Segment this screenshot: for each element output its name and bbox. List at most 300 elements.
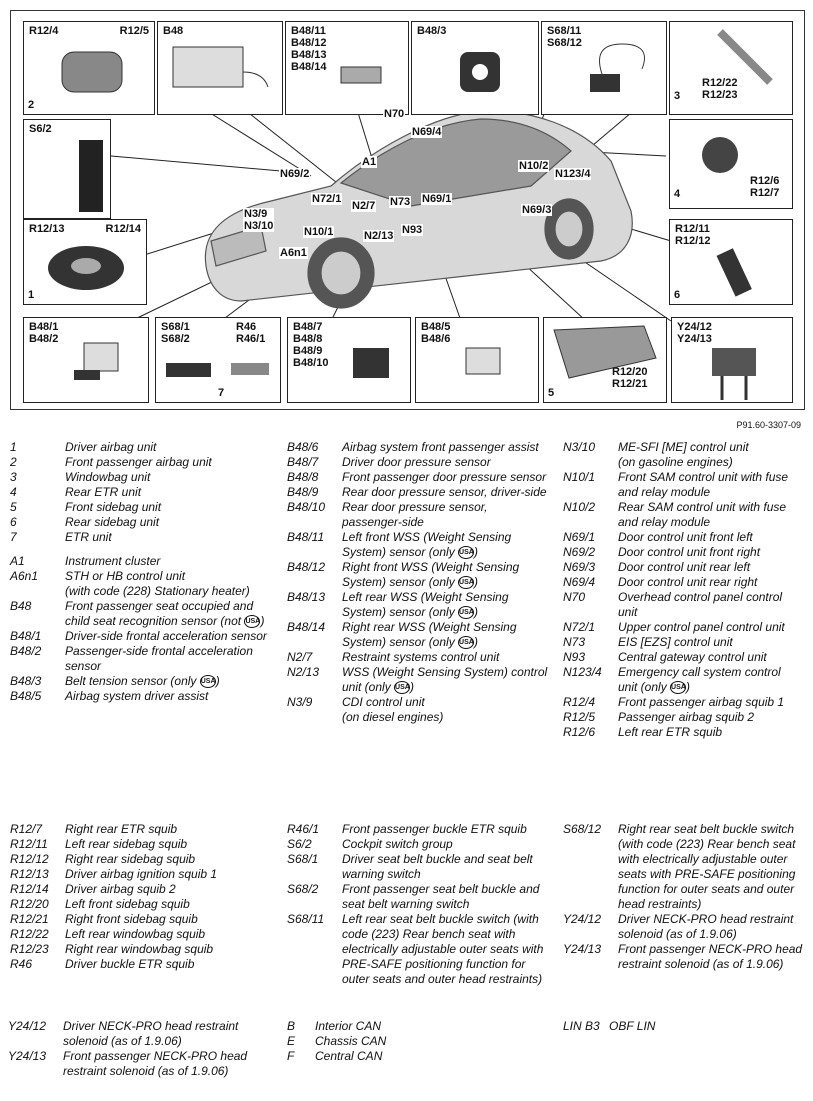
legend-text: Emergency call system control unit (only [618,665,781,694]
legend-entry [563,710,803,725]
callout-tag: N69/1 [422,193,452,205]
legend-text: STH or HB control unit [65,569,186,583]
legend-description [65,837,272,852]
usa-market-icon: USA [670,681,686,694]
legend-text: Left rear ETR squib [618,725,723,739]
legend-description [65,599,272,629]
legend-entry [563,590,803,620]
legend-code: B48/10 [287,500,326,514]
component-location-diagram [10,10,805,410]
box-label: S68/1 S68/2 [161,321,190,345]
legend-code: N69/4 [563,575,596,589]
legend-entry [10,822,272,837]
legend-entry [287,500,549,530]
legend-code: 7 [10,530,17,544]
legend-text: Driver airbag ignition squib 1 [65,867,218,881]
legend-entry [563,455,803,470]
legend-code: B48/6 [287,440,319,454]
box-number: 6 [674,289,681,301]
legend-description [65,882,272,897]
box-seat-occupancy-sensor [157,21,283,115]
legend-entry [563,822,803,912]
legend-entry [287,455,549,470]
legend-code: B48/8 [287,470,319,484]
legend-entry [287,530,549,560]
legend-description [65,515,272,530]
legend-text: Interior CAN [315,1019,382,1033]
callout-tag: N3/9 N3/10 [244,208,274,232]
legend-description [342,882,549,912]
legend-text: Driver NECK-PRO head restraint solenoid (as of 1.9.06) [63,1019,239,1048]
legend-code: B48/2 [10,644,42,658]
usa-market-icon: USA [458,576,474,589]
legend-entry [287,590,549,620]
legend-entry [10,455,272,470]
legend-entry [10,500,272,515]
legend-entry [563,942,803,972]
legend-text: Right rear WSS (Weight Sensing System) sensor (only [342,620,517,649]
legend-code: N69/1 [563,530,596,544]
legend-text: Rear SAM control unit with fuse and relay module [618,500,787,529]
legend-entry [563,440,803,455]
legend-entry [563,912,803,942]
usa-market-icon: USA [458,636,474,649]
box-label: B48/1 B48/2 [29,321,59,345]
legend-description [618,635,803,650]
legend-code [563,455,618,470]
legend-text: Upper control panel control unit [618,620,785,634]
legend-text-tail: ) [260,614,265,628]
legend-code: S68/1 [287,852,319,866]
legend-text-tail: ) [410,680,415,694]
legend-text: Front passenger buckle ETR squib [342,822,527,836]
legend-entry [287,650,549,665]
box-label: B48/11 B48/12 B48/13 B48/14 [291,25,327,73]
legend-description [618,575,803,590]
callout-tag: A1 [362,156,377,168]
legend-text: (with code (228) Stationary heater) [65,584,250,598]
usa-market-icon: USA [244,615,260,628]
box-front-sidebag-unit [543,317,667,403]
legend-description [342,837,549,852]
legend-entry [10,912,272,927]
legend-text: Left rear windowbag squib [65,927,206,941]
legend-code: B48/11 [287,530,325,544]
legend-code: LIN B3 [563,1019,600,1033]
box-airbag-assist [415,317,539,403]
legend-text: Front sidebag unit [65,500,162,514]
legend-entry [563,635,803,650]
legend-code: B48/12 [287,560,326,574]
legend-description [65,674,272,689]
legend-text: Front passenger seat belt buckle and seat belt warning switch [342,882,540,911]
legend-entry [10,485,272,500]
legend-description [65,440,272,455]
legend-entry [8,1049,270,1079]
legend-description [65,455,272,470]
legend-code: S68/2 [287,882,319,896]
box-label: S68/11 S68/12 [547,25,582,49]
box-driver-airbag [23,219,147,305]
legend-entry [10,515,272,530]
legend-code: S68/12 [563,822,602,836]
legend-description [618,650,803,665]
legend-entry [287,665,549,695]
box-label: R12/20 R12/21 [612,366,648,390]
legend-entry [563,695,803,710]
legend-text: Windowbag unit [65,470,151,484]
legend-code: B48/14 [287,620,326,634]
legend-code: R12/21 [10,912,49,926]
legend-code: A6n1 [10,569,39,583]
legend-entry [563,560,803,575]
legend-text: Restraint systems control unit [342,650,500,664]
legend-description [342,665,549,695]
legend-code: B48/9 [287,485,319,499]
legend-entry [563,1019,763,1034]
legend-code: R12/11 [10,837,48,851]
box-windowbag-unit [669,21,793,115]
legend-text: Instrument cluster [65,554,161,568]
legend-code: N93 [563,650,586,664]
legend-col9 [563,1019,763,1034]
box-number: 7 [218,387,225,399]
legend-entry [10,440,272,455]
legend-entry [563,500,803,530]
legend-text: (on diesel engines) [342,710,444,724]
legend-entry [287,837,549,852]
legend-description [342,852,549,882]
legend-description [65,584,272,599]
callout-tag: N69/4 [412,126,442,138]
box-etr-unit-buckle [155,317,281,403]
legend-entry [287,852,549,882]
legend-text: Front passenger door pressure sensor [342,470,547,484]
legend-description [342,530,549,560]
legend-description [618,665,803,695]
box-wss-sensors [285,21,409,115]
legend-entry [287,620,549,650]
legend-entry [287,882,549,912]
legend-description [618,440,803,455]
legend-description [618,560,803,575]
legend-description [618,912,803,942]
box-label: R12/4 [29,25,59,37]
legend-text: Chassis CAN [315,1034,387,1048]
legend-description [65,867,272,882]
legend-code: R12/7 [10,822,43,836]
legend-code: R12/5 [563,710,596,724]
legend-description [618,455,803,470]
legend-description [342,650,549,665]
legend-description [65,912,272,927]
usa-market-icon: USA [458,606,474,619]
legend-code: Y24/13 [8,1049,47,1063]
front-sidebag-sketch [544,318,666,402]
legend-text: (on gasoline engines) [618,455,733,469]
legend-text: WSS (Weight Sensing System) control unit (only [342,665,548,694]
callout-tag: N10/1 [304,226,334,238]
legend-text: Driver NECK-PRO head restraint solenoid (as of 1.9.06) [618,912,794,941]
legend-description [65,689,272,704]
legend-text-tail: ) [474,575,479,589]
legend-code: 6 [10,515,17,529]
legend-entry [10,957,272,972]
legend-entry [10,852,272,867]
legend-text-tail: ) [215,674,220,688]
legend-text: Driver-side frontal acceleration sensor [65,629,267,643]
legend-col2 [287,440,549,725]
legend-text: Driver seat belt buckle and seat belt warning switch [342,852,533,881]
legend-text: Front SAM control unit with fuse and relay module [618,470,789,499]
legend-description [618,590,803,620]
callout-tag: A6n1 [280,247,307,259]
legend-description [342,695,549,710]
legend-text: Left rear sidebag squib [65,837,188,851]
legend-text: ETR unit [65,530,112,544]
legend-entry [563,650,803,665]
legend-gap [10,545,272,554]
legend-entry [10,470,272,485]
legend-entry [10,689,272,704]
legend-description [315,1034,487,1049]
legend-text: Passenger-side frontal acceleration sensor [65,644,253,673]
legend-col8 [287,1019,487,1064]
legend-code: R12/20 [10,897,49,911]
box-label: R12/6 R12/7 [750,175,780,199]
legend-description [65,569,272,584]
legend-description [65,957,272,972]
legend-text: Left front WSS (Weight Sensing System) sensor (only [342,530,512,559]
legend-text: Front passenger NECK-PRO head restraint solenoid (as of 1.9.06) [618,942,803,971]
legend-text: Right rear windowbag squib [65,942,214,956]
legend-description [618,942,803,972]
legend-description [342,470,549,485]
legend-code: S68/11 [287,912,325,926]
legend-text: Door control unit front right [618,545,761,559]
legend-description [618,710,803,725]
legend-text: OBF LIN [609,1019,656,1033]
legend-text: Passenger airbag squib 2 [618,710,755,724]
legend-description [65,629,272,644]
legend-description [63,1019,270,1049]
legend-description [618,822,803,912]
legend-text: Central gateway control unit [618,650,767,664]
legend-code: R12/4 [563,695,596,709]
legend-description [618,470,803,500]
legend-text-tail: ) [686,680,691,694]
legend-text: Rear door pressure sensor, driver-side [342,485,547,499]
legend-description [618,725,803,740]
legend-code [287,710,342,725]
legend-text: Rear sidebag unit [65,515,160,529]
legend-entry [287,1049,487,1064]
legend-description [342,822,549,837]
box-number: 1 [28,289,35,301]
legend-description [65,500,272,515]
legend-text: Driver buckle ETR squib [65,957,195,971]
legend-description [65,470,272,485]
legend-description [618,500,803,530]
legend-text: Left rear seat belt buckle switch (with code (223) Rear bench seat with electrically adjustable outer seats with PRE-SAFE positioning function for outer seats and outer head restraints) [342,912,544,986]
legend-code: N69/2 [563,545,596,559]
legend-code: 4 [10,485,17,499]
legend-description [342,440,549,455]
legend-entry [10,554,272,569]
box-label: R12/5 [119,25,149,37]
box-number: 3 [674,90,681,102]
box-number: 4 [674,188,681,200]
legend-entry [563,620,803,635]
legend-description [342,560,549,590]
legend-code: R12/22 [10,927,49,941]
legend-code: A1 [10,554,25,568]
legend-text: Cockpit switch group [342,837,453,851]
legend-code: B48/3 [10,674,42,688]
legend-code: N69/3 [563,560,596,574]
legend-description [342,455,549,470]
legend-description [65,852,272,867]
legend-description [342,500,549,530]
legend-col5 [287,822,549,987]
legend-entry [10,942,272,957]
legend-text: Driver door pressure sensor [342,455,491,469]
box-rear-sidebag-unit [669,219,793,305]
legend-code: N2/13 [287,665,320,679]
legend-entry [287,695,549,710]
legend-text-tail: ) [474,545,479,559]
box-label: R12/13 [29,223,65,235]
legend-text: Belt tension sensor (only [65,674,200,688]
legend-entry [10,897,272,912]
legend-code: R12/6 [563,725,596,739]
callout-tag: N69/3 [522,204,552,216]
legend-text: Right rear seat belt buckle switch (with code (223) Rear bench seat with electrically adjustable outer seats with PRE-SAFE positioning function for outer seats and outer head restraints) [618,822,796,911]
legend-code: N2/7 [287,650,313,664]
callout-tag: N2/13 [364,230,394,242]
legend-text: Front passenger airbag squib 1 [618,695,785,709]
usa-market-icon: USA [200,675,216,688]
legend-description [65,822,272,837]
legend-description [618,695,803,710]
legend-text: Right front WSS (Weight Sensing System) sensor (only [342,560,520,589]
legend-code: R12/23 [10,942,49,956]
legend-entry [10,867,272,882]
box-label: B48/3 [417,25,447,37]
legend-text-tail: ) [474,635,479,649]
legend-code: N123/4 [563,665,602,679]
callout-tag: N123/4 [555,168,591,180]
legend-col6 [563,822,803,972]
box-label: R12/14 [105,223,141,235]
legend-text: Central CAN [315,1049,383,1063]
legend-description [63,1049,270,1079]
legend-description [65,554,272,569]
legend-entry [10,629,272,644]
legend-text: Front passenger NECK-PRO head restraint solenoid (as of 1.9.06) [63,1049,248,1078]
legend-entry [287,1019,487,1034]
legend-entry [287,470,549,485]
box-neck-pro-solenoid [671,317,793,403]
legend-entry [287,912,549,987]
legend-description [315,1049,487,1064]
legend-text: Rear door pressure sensor, passenger-side [342,500,488,529]
legend-code [10,584,65,599]
legend-code: N72/1 [563,620,596,634]
legend-code: R12/14 [10,882,49,896]
legend-code: F [287,1049,295,1063]
legend-entry [563,575,803,590]
legend-entry [10,927,272,942]
legend-entry [10,584,272,599]
box-label: Y24/12 Y24/13 [677,321,712,345]
box-label: R46 R46/1 [236,321,266,345]
legend-text: Front passenger seat occupied and child seat recognition sensor (not [65,599,254,628]
callout-tag: N72/1 [312,193,342,205]
box-label: R12/11 R12/12 [675,223,711,247]
callout-tag: N70 [384,108,405,120]
box-label: B48 [163,25,184,37]
box-label: B48/7 B48/8 B48/9 B48/10 [293,321,329,369]
legend-description [65,942,272,957]
figure-code: P91.60-3307-09 [736,420,801,430]
legend-description [342,912,549,987]
legend-text: Door control unit rear right [618,575,758,589]
legend-text: Left front sidebag squib [65,897,190,911]
box-label: R12/22 R12/23 [702,77,738,101]
legend-description [65,927,272,942]
box-door-pressure-sensor [287,317,411,403]
legend-code: S6/2 [287,837,312,851]
legend-entry [10,882,272,897]
box-rear-buckle-switch [541,21,667,115]
legend-entry [563,725,803,740]
legend-code: B48/1 [10,629,42,643]
legend-entry [287,440,549,455]
legend-entry [10,569,272,584]
legend-code: E [287,1034,296,1048]
legend-entry [10,599,272,629]
legend-code: R46 [10,957,33,971]
legend-text: EIS [EZS] control unit [618,635,733,649]
legend-entry [563,530,803,545]
legend-description [618,545,803,560]
usa-market-icon: USA [394,681,410,694]
legend-description [618,530,803,545]
legend-text: Left rear WSS (Weight Sensing System) sensor (only [342,590,509,619]
legend-code: N70 [563,590,586,604]
box-belt-tension-sensor [411,21,539,115]
legend-code: 2 [10,455,17,469]
legend-text: Driver airbag unit [65,440,157,454]
legend-code: Y24/12 [563,912,602,926]
legend-code: Y24/12 [8,1019,47,1033]
legend-code: B48/13 [287,590,326,604]
legend-code: 3 [10,470,17,484]
legend-code: N3/10 [563,440,596,454]
legend-code: N10/2 [563,500,596,514]
legend-text: ME-SFI [ME] control unit [618,440,749,454]
legend-text-tail: ) [474,605,479,619]
callout-tag: N93 [402,224,423,236]
legend-code: Y24/13 [563,942,602,956]
legend-entry [8,1019,270,1049]
legend-description [65,644,272,674]
legend-code: R12/12 [10,852,49,866]
box-cockpit-switch-group [23,119,111,219]
callout-tag: N73 [390,196,411,208]
legend-text: Door control unit rear left [618,560,751,574]
